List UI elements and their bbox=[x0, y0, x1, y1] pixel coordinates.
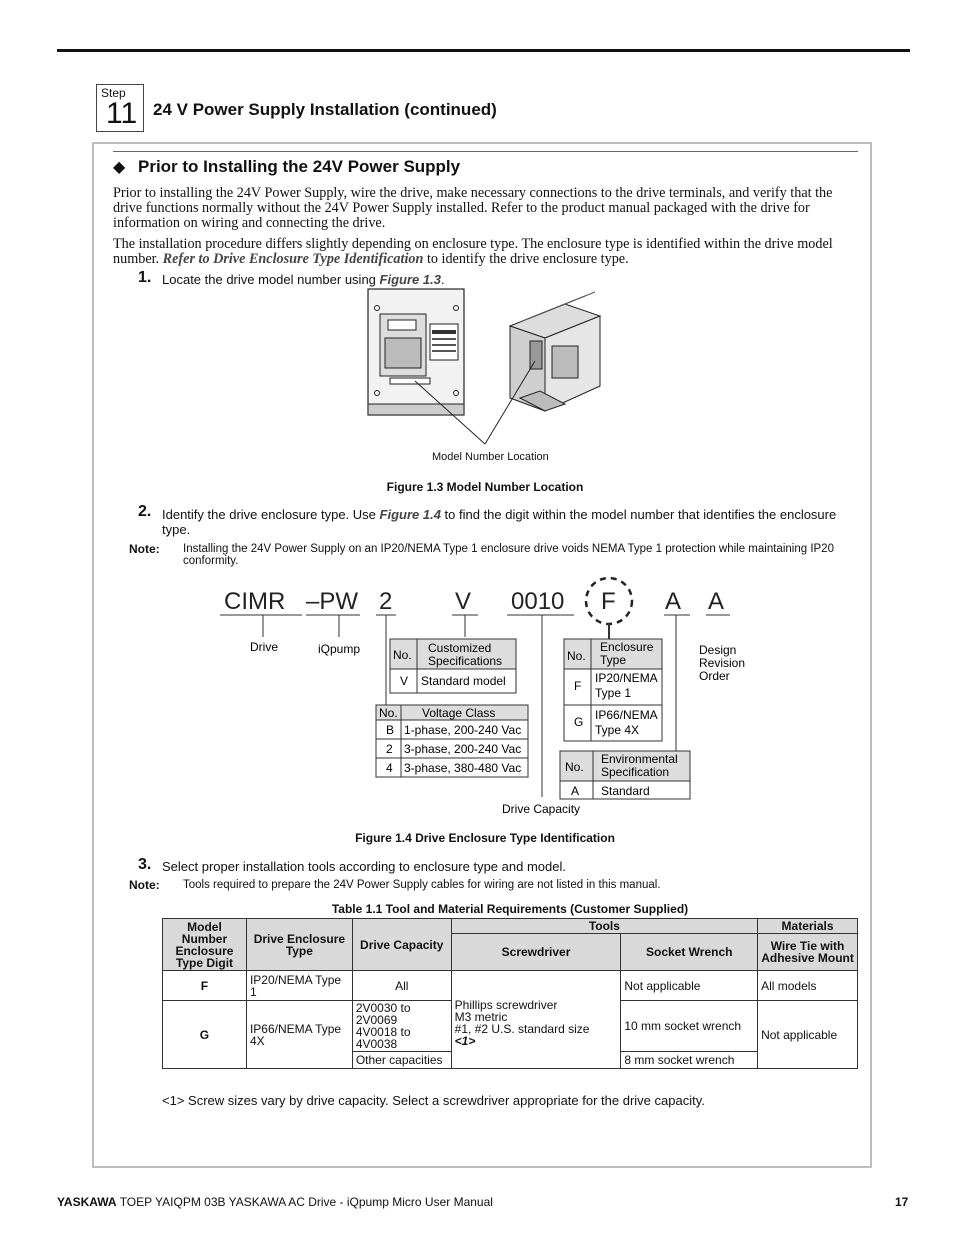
model-number-callout: Model Number Location bbox=[432, 451, 549, 463]
label-drive: Drive bbox=[250, 640, 279, 654]
step-number: 11 bbox=[106, 97, 138, 130]
figure-1-3-link[interactable]: Figure 1.3 bbox=[379, 272, 441, 287]
footer-brand: YASKAWA bbox=[57, 1195, 117, 1209]
section-rule bbox=[113, 151, 858, 152]
section-title: Prior to Installing the 24V Power Supply bbox=[138, 157, 461, 176]
paragraph-intro: Prior to installing the 24V Power Supply, wire the drive, make necessary connections to the drive terminals, and verify that the drive functions normally without the 24V Power Supply installed. Refer to the product manual packaged with the drive for information on wiring and connecting the drive. bbox=[113, 185, 833, 231]
svg-text:Standard model: Standard model bbox=[421, 674, 506, 688]
code-pw: –PW bbox=[306, 588, 359, 615]
figure-1-4-diagram bbox=[200, 575, 746, 820]
label-iqpump: iQpump bbox=[318, 642, 361, 656]
figure-1-4-caption: Figure 1.4 Drive Enclosure Type Identification bbox=[355, 831, 615, 845]
step-3-number: 3. bbox=[138, 856, 152, 873]
figure-1-3-caption: Figure 1.3 Model Number Location bbox=[386, 480, 584, 494]
svg-text:No.: No. bbox=[567, 649, 586, 663]
code-design: A bbox=[708, 588, 725, 615]
header-tools: Tools bbox=[451, 919, 757, 934]
svg-text:V: V bbox=[400, 674, 409, 688]
tool-requirements-table bbox=[162, 918, 858, 1069]
page-number: 17 bbox=[895, 1195, 909, 1209]
code-cimr: CIMR bbox=[224, 588, 286, 615]
header-enclosure-type: Drive Enclosure Type bbox=[246, 919, 352, 971]
figure-1-4-link[interactable]: Figure 1.4 bbox=[379, 507, 441, 522]
svg-text:Type 4X: Type 4X bbox=[595, 723, 640, 737]
header-socket-wrench: Socket Wrench bbox=[621, 934, 758, 971]
svg-text:3-phase, 380-480 Vac: 3-phase, 380-480 Vac bbox=[404, 761, 522, 775]
svg-text:Voltage Class: Voltage Class bbox=[422, 706, 496, 720]
custom-spec-table bbox=[390, 639, 516, 693]
screwdriver-cell: Phillips screwdriver M3 metric #1, #2 U.S. standard size <1> bbox=[451, 971, 621, 1069]
code-capacity: 0010 bbox=[511, 588, 565, 615]
note-2-text: Tools required to prepare the 24V Power Supply cables for wiring are not listed in this manual. bbox=[183, 879, 661, 891]
svg-text:Type 1: Type 1 bbox=[595, 686, 632, 700]
step-1-text: Locate the drive model number using Figure 1.3. bbox=[162, 272, 445, 287]
cross-reference-link[interactable]: Refer to Drive Enclosure Type Identification bbox=[162, 251, 424, 267]
svg-text:G: G bbox=[574, 715, 584, 729]
step-2-text: Identify the drive enclosure type. Use Figure 1.4 to find the digit within the model number that identifies the enclosure type. bbox=[162, 507, 837, 537]
svg-text:No.: No. bbox=[379, 706, 398, 720]
note-1-text: Installing the 24V Power Supply on an IP20/NEMA Type 1 enclosure drive voids NEMA Type 1 protection while maintaining IP20 conformity. bbox=[183, 543, 834, 567]
step-label: Step bbox=[101, 86, 126, 100]
table-row: G IP66/NEMA Type 4X 2V0030 to 2V0069 4V0018 to 4V0038 10 mm socket wrench Not applicable bbox=[163, 1001, 858, 1052]
svg-text:IP66/NEMA: IP66/NEMA bbox=[595, 708, 658, 722]
voltage-class-table bbox=[376, 705, 528, 777]
footer-text: YASKAWA TOEP YAIQPM 03B YASKAWA AC Drive - iQpump Micro User Manual bbox=[57, 1195, 493, 1209]
svg-text:Specification: Specification bbox=[601, 765, 670, 779]
svg-text:No.: No. bbox=[565, 760, 584, 774]
table-1-1-title: Table 1.1 Tool and Material Requirements (Customer Supplied) bbox=[331, 902, 689, 916]
svg-text:B: B bbox=[386, 723, 395, 737]
svg-text:4: 4 bbox=[386, 761, 393, 775]
header-screwdriver: Screwdriver bbox=[451, 934, 621, 971]
environmental-spec-table bbox=[560, 751, 690, 799]
label-drive-capacity: Drive Capacity bbox=[502, 802, 581, 816]
table-row: F IP20/NEMA Type 1 All Phillips screwdriver M3 metric #1, #2 U.S. standard size <1> Not applicable All models bbox=[163, 971, 858, 1001]
svg-text:A: A bbox=[571, 784, 580, 798]
svg-text:1-phase, 200-240 Vac: 1-phase, 200-240 Vac bbox=[404, 723, 522, 737]
svg-text:Enclosure: Enclosure bbox=[600, 640, 654, 654]
svg-text:2: 2 bbox=[386, 742, 393, 756]
header-drive-capacity: Drive Capacity bbox=[352, 919, 451, 971]
table-row: Other capacities 8 mm socket wrench bbox=[163, 1052, 858, 1069]
code-spec: V bbox=[455, 588, 472, 615]
svg-text:Standard: Standard bbox=[601, 784, 650, 798]
header-wire-tie: Wire Tie with Adhesive Mount bbox=[758, 934, 858, 971]
enclosure-type-table bbox=[564, 639, 662, 741]
label-revision: Revision bbox=[699, 656, 746, 670]
svg-text:3-phase, 200-240 Vac: 3-phase, 200-240 Vac bbox=[404, 742, 522, 756]
step-2-number: 2. bbox=[138, 503, 152, 520]
note-1-label: Note: bbox=[129, 542, 160, 556]
header-model-digit: Model Number Enclosure Type Digit bbox=[163, 919, 247, 971]
top-rule bbox=[57, 49, 910, 52]
code-voltage: 2 bbox=[379, 588, 393, 615]
svg-text:F: F bbox=[574, 679, 582, 693]
figure-1-3-illustration bbox=[360, 286, 620, 466]
step-1-number: 1. bbox=[138, 269, 152, 286]
svg-text:Type: Type bbox=[600, 653, 627, 667]
code-environment: A bbox=[665, 588, 682, 615]
code-enclosure: F bbox=[601, 588, 616, 615]
header-materials: Materials bbox=[758, 919, 858, 934]
svg-text:Specifications: Specifications bbox=[428, 654, 503, 668]
label-design: Design bbox=[699, 643, 737, 657]
svg-text:No.: No. bbox=[393, 648, 412, 662]
paragraph-enclosure: The installation procedure differs slightly depending on enclosure type. The enclosure type is identified within the drive model number. Refer to Drive Enclosure Type Identification to identify the drive enclosure type. bbox=[113, 236, 833, 267]
note-2-label: Note: bbox=[129, 878, 160, 892]
page-title: 24 V Power Supply Installation (continued) bbox=[153, 100, 497, 119]
diamond-bullet-icon: ◆ bbox=[113, 159, 126, 176]
step-3-text: Select proper installation tools according to enclosure type and model. bbox=[162, 859, 566, 874]
table-footnote: <1> Screw sizes vary by drive capacity. Select a screwdriver appropriate for the drive capacity. bbox=[162, 1093, 705, 1108]
label-order: Order bbox=[699, 669, 730, 683]
svg-text:Customized: Customized bbox=[428, 641, 492, 655]
svg-text:Environmental: Environmental bbox=[601, 752, 678, 766]
svg-text:IP20/NEMA: IP20/NEMA bbox=[595, 671, 658, 685]
